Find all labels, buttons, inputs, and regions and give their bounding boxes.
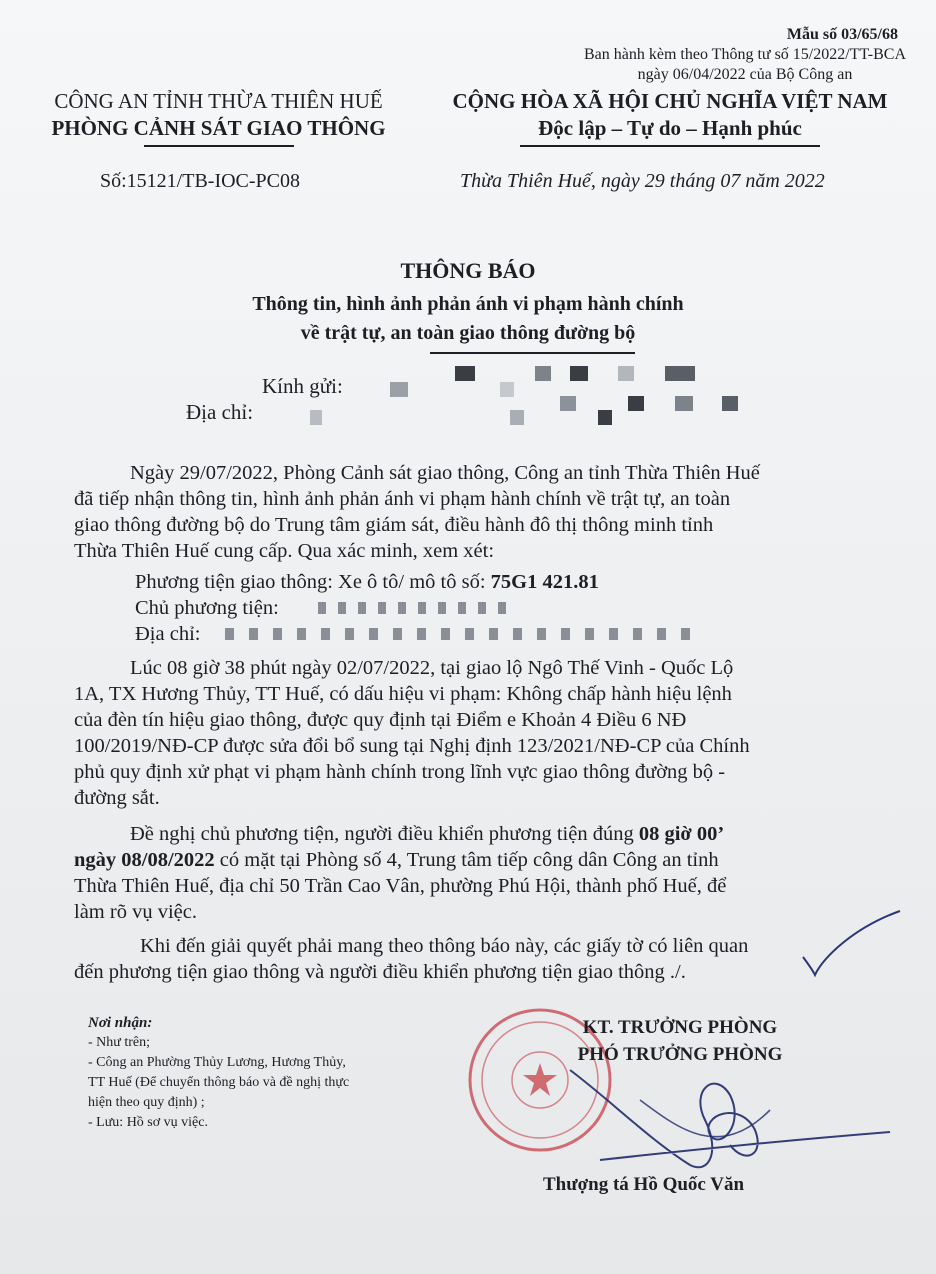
recipient-address-label: Địa chỉ: [186, 400, 254, 424]
recipient-2-cont: TT Huế (Để chuyển thông báo và đề nghị thực [88, 1075, 350, 1090]
document-subtitle-1: Thông tin, hình ảnh phản ánh vi phạm hành chính [252, 293, 684, 315]
recipient-label: Kính gửi: [262, 374, 343, 398]
paragraph-intro [74, 460, 892, 564]
request-line-4: làm rõ vụ việc. [74, 901, 197, 923]
recipients-label: Nơi nhận: [88, 1015, 153, 1031]
paragraph-violation [74, 655, 892, 811]
intro-line-2: đã tiếp nhận thông tin, hình ảnh phản ánh vi phạm hành chính về trật tự, an toàn [74, 488, 731, 510]
document-number: Số:15121/TB-IOC-PC08 [100, 170, 301, 192]
check-mark-icon [795, 905, 905, 980]
closing-line-2: đến phương tiện giao thông và người điều khiển phương tiện giao thông ./. [74, 961, 686, 983]
agency-underline [144, 145, 294, 147]
violation-line-2: 1A, TX Hương Thủy, TT Huế, có dấu hiệu vi phạm: Không chấp hành hiệu lệnh [74, 683, 732, 705]
violation-line-1: Lúc 08 giờ 38 phút ngày 02/07/2022, tại giao lộ Ngô Thế Vinh - Quốc Lộ [130, 657, 734, 679]
issued-line-1: Ban hành kèm theo Thông tư số 15/2022/TT-BCA [584, 46, 906, 63]
title-underline [430, 352, 635, 354]
nation-name: CỘNG HÒA XÃ HỘI CHỦ NGHĨA VIỆT NAM [452, 89, 888, 113]
violation-line-6: đường sắt. [74, 787, 160, 809]
vehicle-line [135, 571, 599, 594]
appointment-time: 08 giờ 00’ [638, 823, 725, 845]
recipient-2: - Công an Phường Thủy Lương, Hương Thủy, [88, 1055, 346, 1070]
nation-block [425, 88, 915, 147]
vehicle-label: Phương tiện giao thông: Xe ô tô/ mô tô số: [135, 571, 491, 593]
vehicle-plate: 75G1 421.81 [490, 571, 599, 593]
recipient-1: - Như trên; [88, 1035, 151, 1050]
signature-title-1: KT. TRƯỞNG PHÒNG [582, 1017, 778, 1038]
motto-underline [520, 145, 820, 147]
intro-line-3: giao thông đường bộ do Trung tâm giám sát, điều hành đô thị thông minh tỉnh [74, 514, 714, 536]
issued-line-2: ngày 06/04/2022 của Bộ Công an [637, 66, 853, 83]
signer-name: Thượng tá Hồ Quốc Văn [543, 1174, 745, 1195]
recipients-list [88, 1013, 349, 1133]
request-line-2-text: có mặt tại Phòng số 4, Trung tâm tiếp công dân Công an tỉnh [214, 849, 719, 871]
owner-label: Chủ phương tiện: [135, 597, 279, 619]
paragraph-closing [74, 933, 892, 985]
handwritten-signature-icon [540, 1040, 900, 1180]
violation-line-4: 100/2019/NĐ-CP được sửa đổi bổ sung tại Nghị định 123/2021/NĐ-CP của Chính [74, 735, 750, 757]
appointment-date: ngày 08/08/2022 [74, 849, 215, 871]
request-line-3: Thừa Thiên Huế, địa chỉ 50 Trần Cao Vân, phường Phú Hội, thành phố Huế, để [74, 875, 727, 897]
intro-line-4: Thừa Thiên Huế cung cấp. Qua xác minh, xem xét: [74, 540, 495, 562]
agency-parent: CÔNG AN TỈNH THỪA THIÊN HUẾ [54, 89, 383, 113]
document-subtitle-2: về trật tự, an toàn giao thông đường bộ [300, 322, 636, 344]
agency-block [36, 88, 401, 147]
recipient-2-cont-2: hiện theo quy định) ; [88, 1095, 205, 1110]
motto: Độc lập – Tự do – Hạnh phúc [538, 116, 802, 140]
violation-line-3: của đèn tín hiệu giao thông, được quy định tại Điểm e Khoản 4 Điều 6 NĐ [74, 709, 687, 731]
request-line-2 [74, 847, 892, 873]
issued-by-note [584, 45, 906, 85]
form-number: Mẫu số 03/65/68 [786, 26, 898, 43]
closing-line-1: Khi đến giải quyết phải mang theo thông báo này, các giấy tờ có liên quan [140, 935, 749, 957]
request-line-1-text: Đề nghị chủ phương tiện, người điều khiển phương tiện đúng [130, 823, 639, 845]
signature-title-2: PHÓ TRƯỞNG PHÒNG [577, 1044, 783, 1065]
agency-name: PHÒNG CẢNH SÁT GIAO THÔNG [51, 116, 386, 140]
document-title: THÔNG BÁO [400, 258, 536, 283]
owner-address-label: Địa chỉ: [135, 623, 201, 645]
paragraph-request [74, 821, 892, 925]
title-block [0, 258, 936, 354]
recipient-3: - Lưu: Hồ sơ vụ việc. [88, 1115, 208, 1130]
request-line-1 [74, 821, 892, 847]
violation-line-5: phủ quy định xử phạt vi phạm hành chính trong lĩnh vực giao thông đường bộ - [74, 761, 726, 783]
place-date: Thừa Thiên Huế, ngày 29 tháng 07 năm 2022 [460, 170, 825, 192]
intro-line-1: Ngày 29/07/2022, Phòng Cảnh sát giao thông, Công an tỉnh Thừa Thiên Huế [130, 462, 760, 484]
